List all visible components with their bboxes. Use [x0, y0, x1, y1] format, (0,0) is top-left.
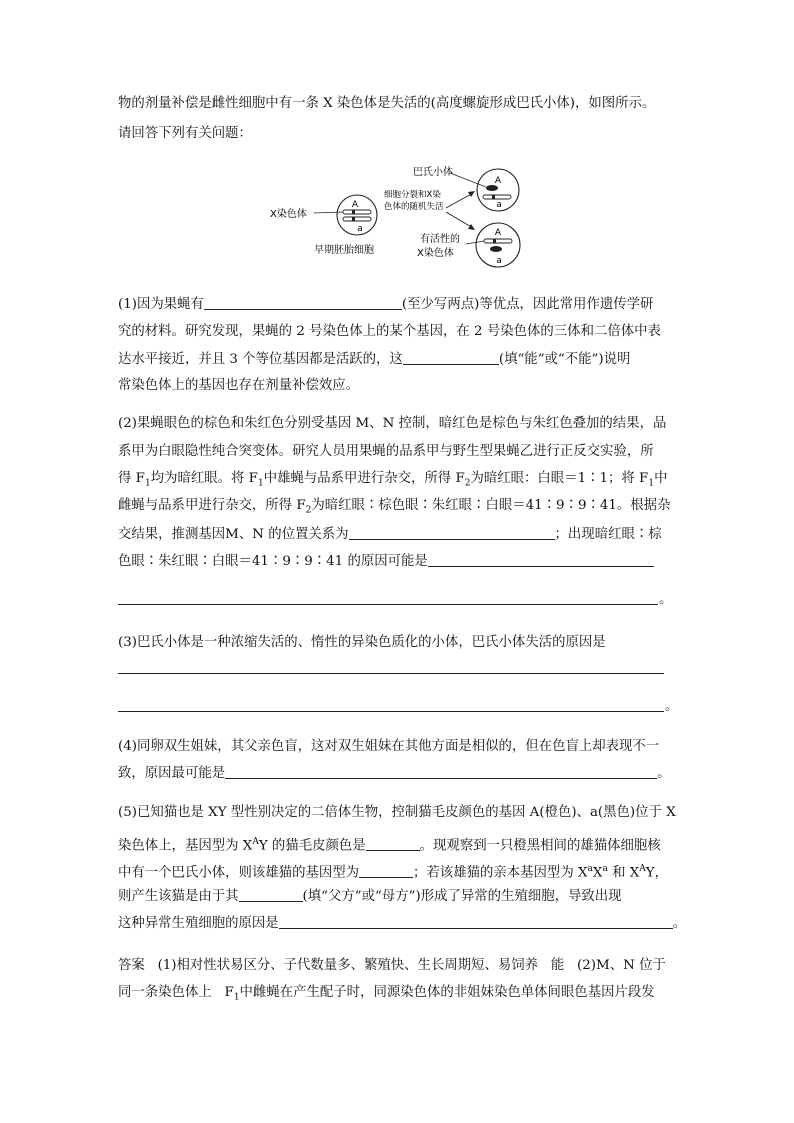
q5-text: (填“父方”或“母方”)形成了异常的生殖细胞，导致出现	[302, 889, 622, 904]
q3-line-1: (3)巴氏小体是一种浓缩失活的、惰性的异染色质化的小体，巴氏小体失活的原因是	[118, 635, 606, 650]
embryo-band-2	[352, 217, 355, 221]
top-allele-A: A	[494, 176, 502, 186]
arrow-down	[446, 212, 473, 228]
q2-subscript: 2	[464, 478, 471, 489]
label-active-1: 有活性的	[420, 234, 460, 245]
embryo-allele-a: a	[357, 224, 363, 234]
q2-line-1: (2)果蝇眼色的棕色和朱红色分别受基因 M、N 控制，暗红色是棕色与朱红色叠加的结果，品	[118, 416, 667, 431]
q2-subscript: 1	[257, 478, 264, 489]
answer-label: 答案	[118, 958, 145, 973]
q2-line-3	[118, 469, 667, 494]
embryo-allele-A: A	[351, 200, 359, 210]
label-x-chromosome: X染色体	[270, 209, 307, 220]
bottom-band	[493, 239, 496, 243]
x-chromosome-pointer	[314, 212, 343, 213]
q2-line-5	[118, 524, 662, 545]
top-allele-a: a	[496, 200, 502, 210]
label-embryo: 早期胚胎细胞	[314, 245, 374, 256]
q2-text: 色眼∶朱红眼∶白眼＝41∶9∶9∶41 的原因可能是	[118, 554, 428, 569]
q5-text: 中有一个巴氏小体，则该雄猫的基因型为	[118, 865, 360, 881]
answer-text: 同一条染色体上	[118, 985, 212, 1000]
q5-superscript: a	[602, 864, 608, 874]
q2-subscript: 2	[305, 505, 312, 516]
q1-answer-blank-2[interactable]	[403, 349, 499, 365]
q5-line-5	[118, 913, 686, 934]
q5-text: Y 的猫毛皮颜色是	[258, 838, 366, 854]
q2-answer-blank-1[interactable]	[349, 524, 555, 540]
q5-line-3	[118, 859, 668, 883]
arrow-down-head	[468, 224, 475, 230]
q5-period: 。	[672, 916, 687, 931]
q2-line-4	[118, 496, 670, 521]
q5-answer-blank-2[interactable]	[359, 862, 413, 878]
q2-text: 交结果，推测基因M、N 的位置关系为	[118, 527, 349, 542]
answer-subscript: 1	[233, 992, 240, 1003]
q1-line-1	[118, 294, 653, 315]
answer-text: F	[224, 985, 234, 1000]
q4-period: 。	[657, 766, 671, 781]
q5-text: 则产生该猫是由于其	[118, 889, 239, 904]
answer-text: 中雌蝇在产生配子时，同源染色体的非姐妹染色单体间眼色基因片段发	[239, 985, 655, 1000]
answer-text: (1)相对性状易区分、子代数量多、繁殖快、生长周期短、易饲养	[157, 958, 539, 973]
q5-text: 和 X	[607, 865, 640, 881]
q2-line-6	[118, 551, 654, 572]
q4-line-2	[118, 763, 671, 784]
embryo-chromosome-2	[343, 217, 371, 221]
q1-line-3	[118, 349, 630, 370]
intro-line-2: 请回答下列有关问题：	[118, 126, 252, 141]
q3-answer-rule-1[interactable]	[118, 673, 664, 674]
bottom-active-chromosome	[484, 239, 512, 243]
q2-period: 。	[659, 592, 673, 607]
q1-answer-blank-1[interactable]	[204, 294, 402, 310]
q3-period: 。	[665, 699, 679, 714]
label-active-2: X染色体	[417, 248, 454, 259]
q5-answer-blank-1[interactable]	[366, 835, 420, 851]
bottom-allele-A: A	[494, 228, 502, 238]
q5-text: 。现观察到一只橙黑相间的雄猫体细胞核	[419, 838, 661, 854]
q5-line-1: (5)已知猫也是 XY 型性别决定的二倍体生物，控制猫毛皮颜色的基因 A(橙色)、a(黑色)位于 X	[118, 805, 676, 820]
answer-line-1	[118, 956, 666, 976]
q2-text: 均为暗红眼。将 F	[150, 471, 258, 486]
q2-text: 为暗红眼∶棕色眼∶朱红眼∶白眼＝41∶9∶9∶41。根据杂	[311, 498, 671, 513]
q2-text: 得 F	[118, 471, 145, 486]
q2-text: ；出现暗红眼∶棕	[554, 527, 662, 542]
q5-text: Y，	[645, 865, 668, 881]
q2-subscript: 1	[144, 478, 151, 489]
q5-text: ；若该雄猫的亲本基因型为 X	[413, 865, 588, 881]
top-active-chromosome	[483, 195, 511, 199]
barr-body-pointer	[450, 173, 486, 187]
embryo-chromosome-1	[343, 210, 371, 214]
label-process-1: 细胞分裂和X染	[384, 190, 441, 200]
q1-line-4: 常染色体上的基因也存在剂量补偿效应。	[118, 378, 360, 393]
answer-text: (2)M、N 位于	[577, 958, 666, 973]
q3-answer-rule-2[interactable]	[118, 711, 664, 712]
answer-text: 能	[550, 958, 565, 973]
q2-text: 中雄蝇与品系甲进行杂交，所得 F	[263, 471, 465, 486]
q2-text: 中	[654, 471, 668, 486]
q4-text: 致，原因最可能是	[118, 766, 226, 781]
answer-line-2	[118, 983, 655, 1008]
barr-body	[486, 185, 498, 191]
q5-answer-blank-4[interactable]	[279, 913, 673, 929]
top-band	[492, 195, 495, 199]
q1-text-c: 达水平接近，并且 3 个等位基因都是活跃的，这	[118, 352, 403, 367]
q1-text-a: (1)因为果蝇有	[118, 297, 204, 312]
intro-line-1: 物的剂量补偿是雌性细胞中有一条 X 染色体是失活的(高度螺旋形成巴氏小体)，如图所示。	[118, 96, 656, 111]
barr-body-figure	[270, 160, 530, 275]
q5-text: X	[592, 865, 603, 881]
bottom-allele-a: a	[496, 256, 502, 266]
q2-answer-rule[interactable]	[118, 604, 658, 605]
q2-text: 雌蝇与品系甲进行杂交，所得 F	[118, 498, 306, 513]
q5-line-4	[118, 886, 622, 907]
q5-superscript: A	[252, 837, 259, 847]
bottom-barr-body	[490, 246, 502, 252]
q5-superscript: A	[639, 864, 646, 874]
q1-text-d: (填“能”或“不能”)说明	[498, 352, 631, 367]
q5-superscript: a	[587, 864, 593, 874]
arrow-up-head	[468, 191, 475, 197]
active-x-pointer	[466, 241, 484, 244]
q2-line-2: 系甲为白眼隐性纯合突变体。研究人员用果蝇的品系甲与野生型果蝇乙进行正反交实验，所	[118, 444, 654, 459]
q2-subscript: 1	[648, 478, 655, 489]
arrow-up	[446, 193, 473, 208]
label-barr-body: 巴氏小体	[413, 167, 453, 178]
q5-line-2	[118, 832, 661, 856]
q5-text: 染色体上，基因型为 X	[118, 838, 253, 854]
q1-text-b: (至少写两点)等优点，因此常用作遗传学研	[401, 297, 654, 312]
q5-text: 这种异常生殖细胞的原因是	[118, 916, 279, 931]
label-process-2: 色体的随机失活	[384, 202, 444, 212]
q4-line-1: (4)同卵双生姐妹，其父亲色盲，这对双生姐妹在其他方面是相似的，但在色盲上却表现不一	[118, 739, 660, 754]
q5-answer-blank-3[interactable]	[239, 886, 303, 902]
q4-answer-blank[interactable]	[225, 763, 657, 779]
q2-answer-blank-2[interactable]	[428, 551, 654, 567]
embryo-band-1	[352, 210, 355, 214]
q2-text: 为暗红眼：白眼＝1∶1；将 F	[470, 471, 649, 486]
q1-line-2: 究的材料。研究发现，果蝇的 2 号染色体上的某个基因，在 2 号染色体的三体和二倍体中表	[118, 324, 661, 339]
